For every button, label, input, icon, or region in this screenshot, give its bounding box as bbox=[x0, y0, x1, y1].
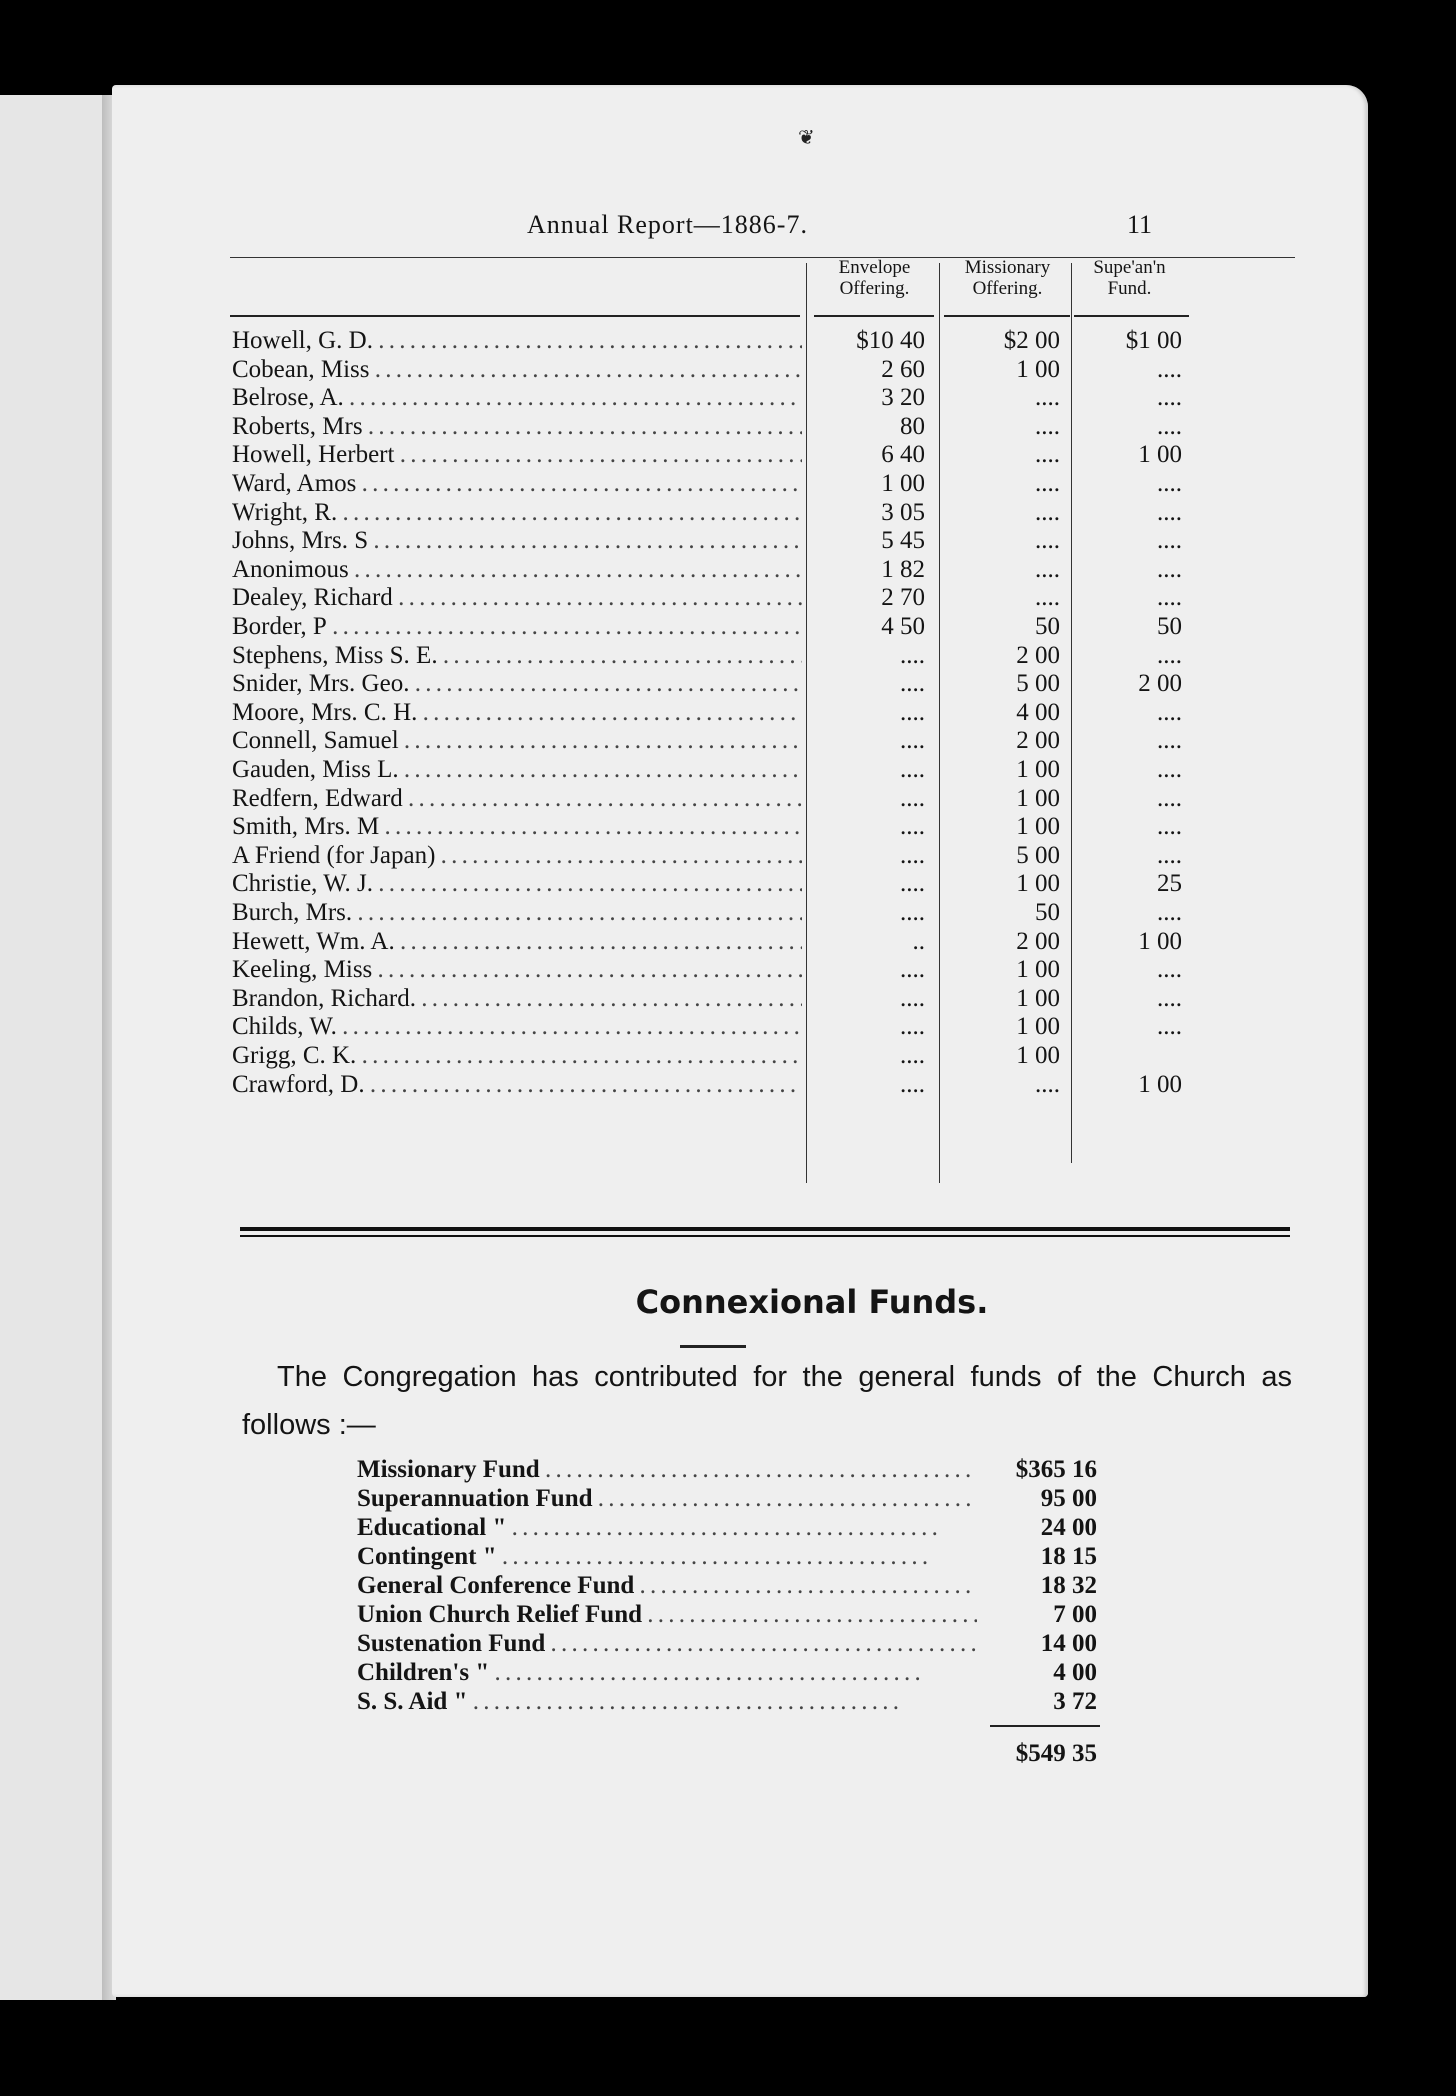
envelope-amount: .... bbox=[900, 899, 925, 926]
fund-row bbox=[112, 1629, 1368, 1658]
table-row bbox=[112, 441, 1368, 470]
table-row bbox=[112, 413, 1368, 442]
envelope-amount: 3 05 bbox=[881, 498, 925, 526]
table-row bbox=[112, 727, 1368, 756]
missionary-amount: 1 00 bbox=[1016, 984, 1060, 1012]
fund-row bbox=[112, 1542, 1368, 1571]
envelope-amount: .... bbox=[900, 813, 925, 841]
envelope-amount: 2 70 bbox=[881, 584, 925, 612]
contributor-name: Howell, Herbert . . . bbox=[232, 441, 802, 470]
superannuation-amount: .... bbox=[1157, 727, 1182, 755]
missionary-amount: 4 00 bbox=[1016, 698, 1060, 726]
fund-name: Educational " . . . bbox=[357, 1513, 977, 1542]
contributor-name: Johns, Mrs. S . . . bbox=[232, 527, 802, 556]
superannuation-amount: 2 00 bbox=[1138, 670, 1182, 698]
envelope-amount: .... bbox=[900, 756, 925, 783]
fund-amount: 24 00 bbox=[1040, 1514, 1097, 1541]
contributor-name: Belrose, A. . . . bbox=[232, 384, 802, 413]
contributor-name: Christie, W. J. . . . bbox=[232, 870, 802, 899]
envelope-amount: .... bbox=[900, 670, 925, 698]
envelope-amount: .... bbox=[900, 1070, 925, 1098]
contributor-name: Connell, Samuel . . . bbox=[232, 727, 802, 756]
missionary-amount: 1 00 bbox=[1016, 956, 1060, 984]
fund-amount: 18 32 bbox=[1040, 1572, 1097, 1599]
fund-row bbox=[112, 1484, 1368, 1513]
fund-name: Children's " . . . bbox=[357, 1658, 977, 1687]
table-row bbox=[112, 584, 1368, 613]
envelope-amount: 2 60 bbox=[881, 355, 925, 383]
superannuation-amount: .... bbox=[1157, 498, 1182, 526]
superannuation-amount: .... bbox=[1157, 841, 1182, 869]
fund-amount: 95 00 bbox=[1040, 1485, 1097, 1512]
table-row bbox=[112, 956, 1368, 985]
superannuation-amount: $1 00 bbox=[1125, 327, 1182, 354]
superannuation-amount: .... bbox=[1157, 412, 1182, 440]
contributor-name: Anonimous . . . bbox=[232, 556, 802, 585]
column-header-superannuation: Supe'an'n Fund. bbox=[1093, 257, 1166, 299]
intro-paragraph: The Congregation has contributed for the general funds of the Church as follows :— bbox=[242, 1361, 1292, 1441]
contributor-name: Burch, Mrs. . . . bbox=[232, 899, 802, 928]
title-underline bbox=[680, 1345, 746, 1348]
contributor-name: Ward, Amos . . . bbox=[232, 470, 802, 499]
missionary-amount: .... bbox=[1035, 384, 1060, 412]
facing-page-edge bbox=[0, 95, 105, 2000]
table-row bbox=[112, 756, 1368, 785]
fund-name: S. S. Aid " . . . bbox=[357, 1687, 977, 1716]
table-row bbox=[112, 384, 1368, 413]
superannuation-amount: 25 bbox=[1157, 870, 1182, 898]
missionary-amount: .... bbox=[1035, 498, 1060, 526]
envelope-amount: 3 20 bbox=[881, 384, 925, 412]
table-head-rule bbox=[1074, 315, 1189, 317]
table-row bbox=[112, 527, 1368, 556]
envelope-amount: .... bbox=[900, 984, 925, 1012]
superannuation-amount: .... bbox=[1157, 527, 1182, 555]
missionary-amount: 1 00 bbox=[1016, 355, 1060, 383]
table-row bbox=[112, 870, 1368, 899]
fund-name: Contingent " . . . bbox=[357, 1542, 977, 1571]
fund-amount: 14 00 bbox=[1040, 1630, 1097, 1657]
missionary-amount: 1 00 bbox=[1016, 813, 1060, 841]
envelope-amount: .... bbox=[900, 641, 925, 669]
missionary-amount: .... bbox=[1035, 412, 1060, 440]
contributor-name: Smith, Mrs. M . . . bbox=[232, 813, 802, 842]
table-row bbox=[112, 1071, 1368, 1100]
contributor-name: Gauden, Miss L. . . . bbox=[232, 756, 802, 785]
missionary-amount: .... bbox=[1035, 470, 1060, 497]
printer-ornament-icon: ❦ bbox=[798, 125, 815, 149]
missionary-amount: 2 00 bbox=[1016, 927, 1060, 955]
table-head-rule bbox=[814, 315, 934, 317]
superannuation-amount: .... bbox=[1157, 756, 1182, 783]
missionary-amount: 1 00 bbox=[1016, 1042, 1060, 1069]
fund-name: Sustenation Fund . . . bbox=[357, 1629, 977, 1658]
table-row bbox=[112, 613, 1368, 642]
table-row bbox=[112, 699, 1368, 728]
superannuation-amount: .... bbox=[1157, 1013, 1182, 1041]
fund-name: General Conference Fund . . . bbox=[357, 1571, 977, 1600]
superannuation-amount: .... bbox=[1157, 384, 1182, 412]
contributor-name: Wright, R. . . . bbox=[232, 499, 802, 528]
contributor-name: Redfern, Edward . . . bbox=[232, 785, 802, 814]
contributor-name: Cobean, Miss . . . bbox=[232, 356, 802, 385]
envelope-amount: 1 00 bbox=[881, 470, 925, 497]
table-row bbox=[112, 842, 1368, 871]
fund-name: Superannuation Fund . . . bbox=[357, 1484, 977, 1513]
running-header bbox=[112, 210, 1368, 250]
envelope-amount: 6 40 bbox=[881, 441, 925, 469]
table-row bbox=[112, 356, 1368, 385]
superannuation-amount: .... bbox=[1157, 470, 1182, 497]
missionary-amount: .... bbox=[1035, 555, 1060, 583]
contributor-name: Hewett, Wm. A. . . . bbox=[232, 928, 802, 957]
section-divider bbox=[240, 1227, 1290, 1231]
envelope-amount: $10 40 bbox=[856, 327, 925, 354]
fund-amount: 18 15 bbox=[1040, 1543, 1097, 1570]
table-row bbox=[112, 985, 1368, 1014]
missionary-amount: 2 00 bbox=[1016, 727, 1060, 755]
missionary-amount: 1 00 bbox=[1016, 870, 1060, 898]
page-number: 11 bbox=[1127, 210, 1153, 239]
envelope-amount: .. bbox=[912, 927, 925, 955]
missionary-amount: 5 00 bbox=[1016, 670, 1060, 698]
envelope-amount: .... bbox=[900, 1042, 925, 1069]
fund-row bbox=[112, 1455, 1368, 1484]
contributor-name: Childs, W. . . . bbox=[232, 1013, 802, 1042]
superannuation-amount: .... bbox=[1157, 984, 1182, 1012]
section-divider bbox=[240, 1235, 1290, 1237]
missionary-amount: .... bbox=[1035, 1070, 1060, 1098]
fund-amount: 7 00 bbox=[1053, 1601, 1097, 1628]
table-row bbox=[112, 1042, 1368, 1071]
fund-amount: $365 16 bbox=[1015, 1456, 1097, 1483]
table-row bbox=[112, 556, 1368, 585]
table-row bbox=[112, 899, 1368, 928]
missionary-amount: 1 00 bbox=[1016, 1013, 1060, 1041]
table-row bbox=[112, 928, 1368, 957]
contributor-name: Moore, Mrs. C. H. . . . bbox=[232, 699, 802, 728]
superannuation-amount: .... bbox=[1157, 956, 1182, 984]
contributor-name: Snider, Mrs. Geo. . . . bbox=[232, 670, 802, 699]
missionary-amount: 5 00 bbox=[1016, 841, 1060, 869]
table-row bbox=[112, 642, 1368, 671]
total-rule bbox=[990, 1725, 1100, 1727]
superannuation-amount: 1 00 bbox=[1138, 927, 1182, 955]
fund-amount: 3 72 bbox=[1053, 1688, 1097, 1715]
missionary-amount: .... bbox=[1035, 527, 1060, 555]
fund-name: Union Church Relief Fund . . . bbox=[357, 1600, 977, 1629]
contributor-name: Border, P . . . bbox=[232, 613, 802, 642]
missionary-amount: 2 00 bbox=[1016, 641, 1060, 669]
section-title: Connexional Funds. bbox=[635, 1283, 989, 1321]
table-row bbox=[112, 470, 1368, 499]
column-header-missionary: Missionary Offering. bbox=[964, 257, 1051, 299]
table-head-rule bbox=[944, 315, 1070, 317]
fund-row bbox=[112, 1571, 1368, 1600]
table-row bbox=[112, 499, 1368, 528]
superannuation-amount: 1 00 bbox=[1138, 441, 1182, 469]
contributor-name: Keeling, Miss . . . bbox=[232, 956, 802, 985]
document-page bbox=[112, 85, 1368, 1997]
superannuation-amount: .... bbox=[1157, 584, 1182, 612]
envelope-amount: .... bbox=[900, 727, 925, 755]
contributor-name: Crawford, D. . . . bbox=[232, 1071, 802, 1100]
envelope-amount: .... bbox=[900, 956, 925, 984]
superannuation-amount: .... bbox=[1157, 555, 1182, 583]
envelope-amount: 1 82 bbox=[881, 555, 925, 583]
contributor-name: Brandon, Richard. . . . bbox=[232, 985, 802, 1014]
superannuation-amount: 1 00 bbox=[1138, 1070, 1182, 1098]
envelope-amount: .... bbox=[900, 1013, 925, 1041]
missionary-amount: 50 bbox=[1035, 613, 1060, 640]
superannuation-amount: .... bbox=[1157, 355, 1182, 383]
envelope-amount: 4 50 bbox=[881, 613, 925, 640]
contributor-name: Stephens, Miss S. E. . . . bbox=[232, 642, 802, 671]
envelope-amount: 5 45 bbox=[881, 527, 925, 555]
contributor-name: Dealey, Richard . . . bbox=[232, 584, 802, 613]
missionary-amount: $2 00 bbox=[1003, 327, 1060, 354]
table-row bbox=[112, 327, 1368, 356]
table-head-rule bbox=[230, 315, 800, 317]
superannuation-amount: .... bbox=[1157, 899, 1182, 926]
missionary-amount: .... bbox=[1035, 584, 1060, 612]
table-row bbox=[112, 785, 1368, 814]
missionary-amount: .... bbox=[1035, 441, 1060, 469]
envelope-amount: .... bbox=[900, 841, 925, 869]
contributor-name: Howell, G. D. . . . bbox=[232, 327, 802, 356]
superannuation-amount: 50 bbox=[1157, 613, 1182, 640]
fund-row bbox=[112, 1658, 1368, 1687]
superannuation-amount: .... bbox=[1157, 641, 1182, 669]
table-row bbox=[112, 1013, 1368, 1042]
superannuation-amount: .... bbox=[1157, 698, 1182, 726]
superannuation-amount: .... bbox=[1157, 813, 1182, 841]
missionary-amount: 50 bbox=[1035, 899, 1060, 926]
fund-amount: 4 00 bbox=[1053, 1659, 1097, 1686]
page-title: Annual Report—1886-7. bbox=[527, 210, 808, 239]
envelope-amount: .... bbox=[900, 698, 925, 726]
fund-row bbox=[112, 1600, 1368, 1629]
fund-row bbox=[112, 1513, 1368, 1542]
envelope-amount: 80 bbox=[900, 412, 925, 440]
contributor-name: Roberts, Mrs . . . bbox=[232, 413, 802, 442]
missionary-amount: 1 00 bbox=[1016, 756, 1060, 783]
contributor-name: A Friend (for Japan) . . . bbox=[232, 842, 802, 871]
missionary-amount: 1 00 bbox=[1016, 784, 1060, 812]
fund-name: Missionary Fund . . . bbox=[357, 1455, 977, 1484]
table-row bbox=[112, 813, 1368, 842]
envelope-amount: .... bbox=[900, 870, 925, 898]
fund-row bbox=[112, 1687, 1368, 1716]
contributor-name: Grigg, C. K. . . . bbox=[232, 1042, 802, 1071]
funds-total: $549 35 bbox=[1015, 1740, 1097, 1767]
envelope-amount: .... bbox=[900, 784, 925, 812]
superannuation-amount: .... bbox=[1157, 784, 1182, 812]
column-header-envelope: Envelope Offering. bbox=[838, 257, 911, 299]
table-row bbox=[112, 670, 1368, 699]
